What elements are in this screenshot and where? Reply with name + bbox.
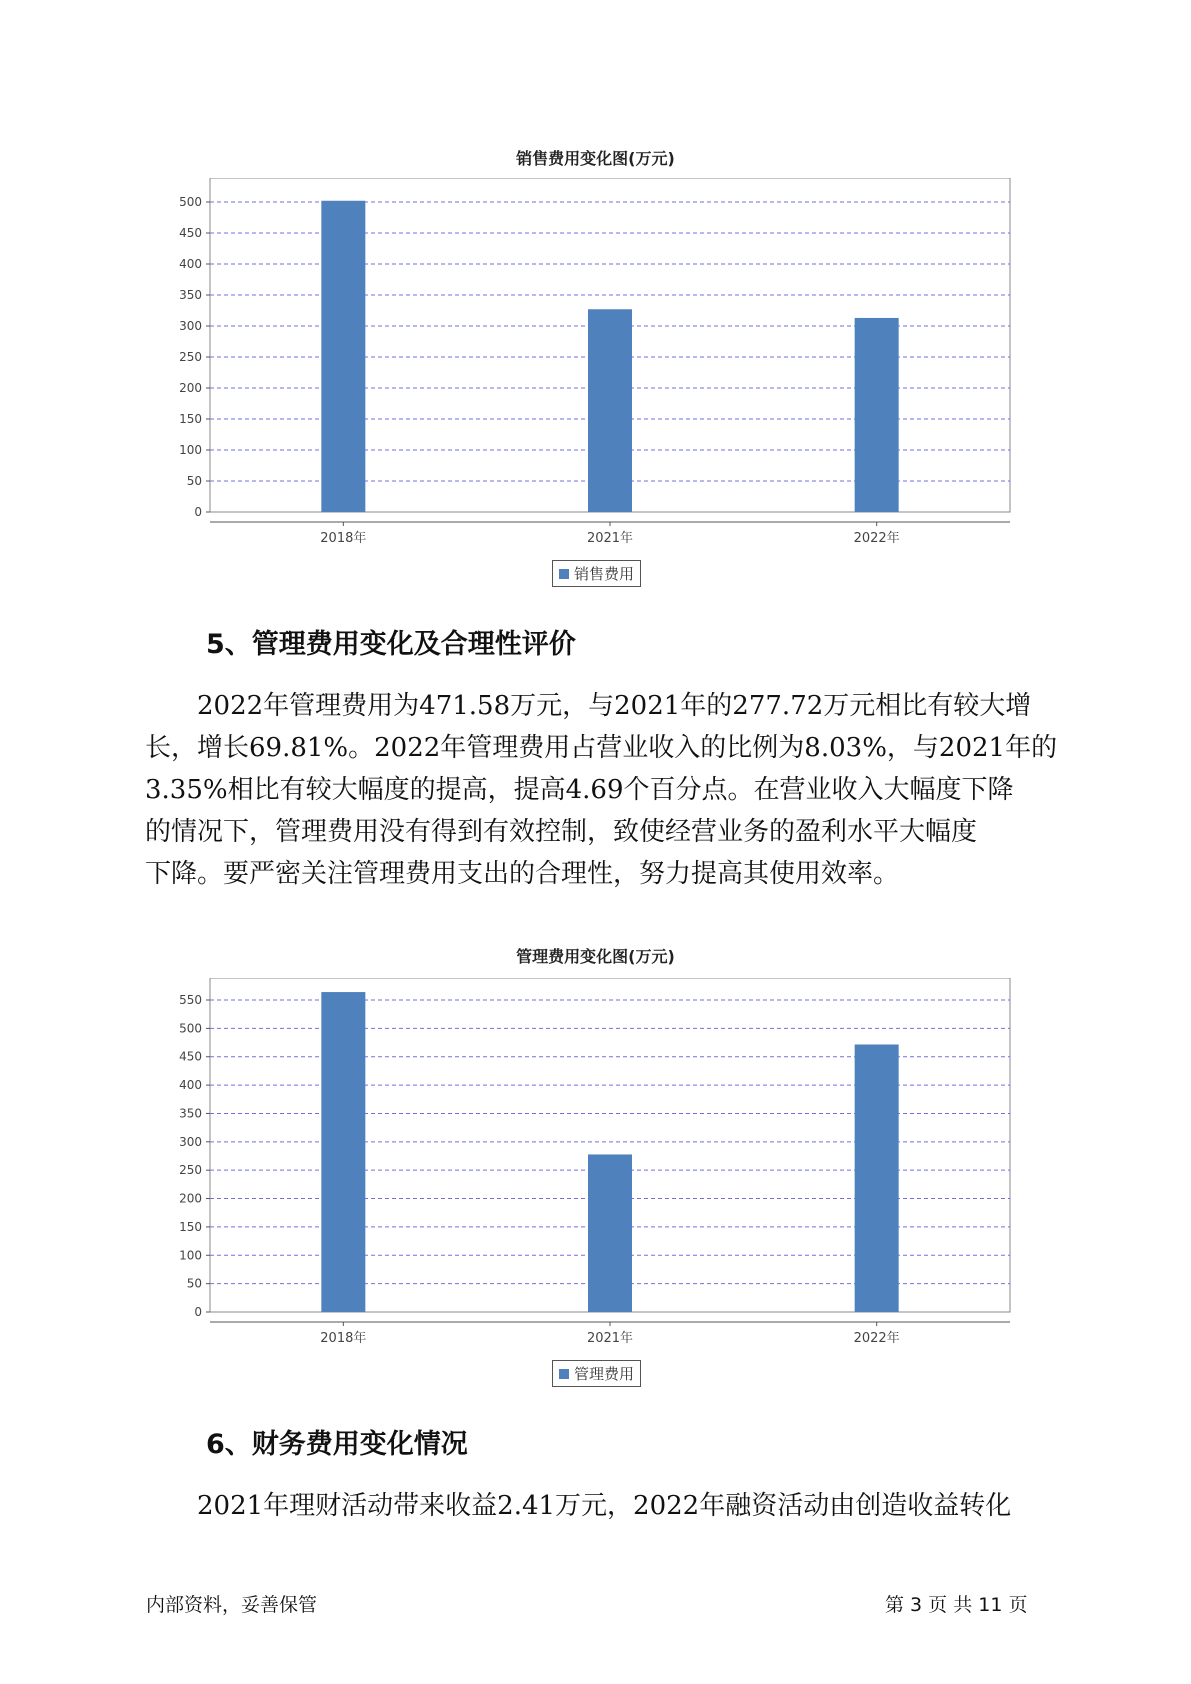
- y-tick-label: 550: [179, 993, 202, 1007]
- y-tick-label: 350: [179, 288, 202, 302]
- y-tick-label: 200: [179, 1191, 202, 1206]
- x-tick-label: 2021年: [586, 1331, 634, 1346]
- y-tick-label: 150: [179, 1219, 202, 1234]
- y-tick-label: 250: [179, 1163, 202, 1178]
- sales-expense-bar-chart: [150, 178, 1020, 558]
- y-tick-label: 100: [179, 443, 202, 457]
- paragraph-line: 2021年理财活动带来收益2.41万元，2022年融资活动由创造收益转化: [197, 1491, 1012, 1521]
- admin-expense-chart-title: 管理费用变化图(万元): [516, 947, 675, 966]
- bar: [321, 992, 365, 1312]
- y-tick-label: 0: [194, 505, 202, 519]
- y-tick-label: 200: [179, 381, 202, 395]
- y-tick-label: 150: [179, 412, 202, 426]
- x-tick-label: 2018年: [320, 531, 367, 546]
- legend-swatch: [559, 1369, 569, 1379]
- paragraph-line: 下降。要严密关注管理费用支出的合理性，努力提高其使用效率。: [145, 859, 900, 889]
- x-tick-label: 2022年: [853, 531, 900, 546]
- y-tick-label: 400: [179, 257, 202, 271]
- bar: [588, 309, 632, 512]
- y-tick-label: 300: [179, 1134, 202, 1149]
- y-tick-label: 350: [179, 1106, 202, 1121]
- y-tick-label: 0: [194, 1305, 202, 1319]
- bar: [321, 201, 365, 512]
- section-6-heading: 6、财务费用变化情况: [206, 1429, 468, 1460]
- admin-expense-legend: [552, 1360, 641, 1387]
- y-tick-label: 450: [179, 226, 202, 240]
- y-tick-label: 50: [186, 1276, 202, 1291]
- footer-page-number: 第 3 页 共 11 页: [885, 1594, 1028, 1616]
- sales-expense-legend: [552, 560, 641, 587]
- y-tick-label: 400: [179, 1078, 202, 1093]
- x-tick-label: 2018年: [320, 1331, 367, 1346]
- bar: [855, 318, 899, 512]
- sales-expense-chart-title: 销售费用变化图(万元): [516, 149, 675, 168]
- x-tick-label: 2022年: [853, 1331, 900, 1346]
- paragraph-line: 2022年管理费用为471.58万元，与2021年的277.72万元相比有较大增: [197, 691, 1032, 721]
- bar: [855, 1044, 899, 1312]
- y-tick-label: 500: [179, 1021, 202, 1036]
- footer-confidential-note: 内部资料，妥善保管: [146, 1594, 318, 1616]
- paragraph-line: 长，增长69.81%。2022年管理费用占营业收入的比例为8.03%，与2021年的: [145, 733, 1058, 763]
- legend-label: 销售费用: [574, 565, 635, 583]
- y-tick-label: 50: [186, 474, 202, 488]
- legend-label: 管理费用: [574, 1365, 635, 1383]
- legend-swatch: [559, 569, 569, 579]
- x-tick-label: 2021年: [586, 531, 634, 546]
- y-tick-label: 300: [179, 319, 202, 333]
- y-tick-label: 500: [179, 195, 202, 209]
- y-tick-label: 250: [179, 350, 202, 364]
- admin-expense-bar-chart: [150, 978, 1020, 1358]
- paragraph-line: 3.35%相比有较大幅度的提高，提高4.69个百分点。在营业收入大幅度下降: [145, 775, 1014, 805]
- y-tick-label: 100: [179, 1248, 202, 1263]
- section-5-paragraph: [145, 685, 1058, 895]
- section-6-paragraph: [145, 1485, 1050, 1527]
- paragraph-line: 的情况下，管理费用没有得到有效控制，致使经营业务的盈利水平大幅度: [145, 817, 978, 847]
- bar: [588, 1154, 632, 1312]
- section-5-heading: 5、管理费用变化及合理性评价: [206, 629, 576, 660]
- y-tick-label: 450: [179, 1049, 202, 1064]
